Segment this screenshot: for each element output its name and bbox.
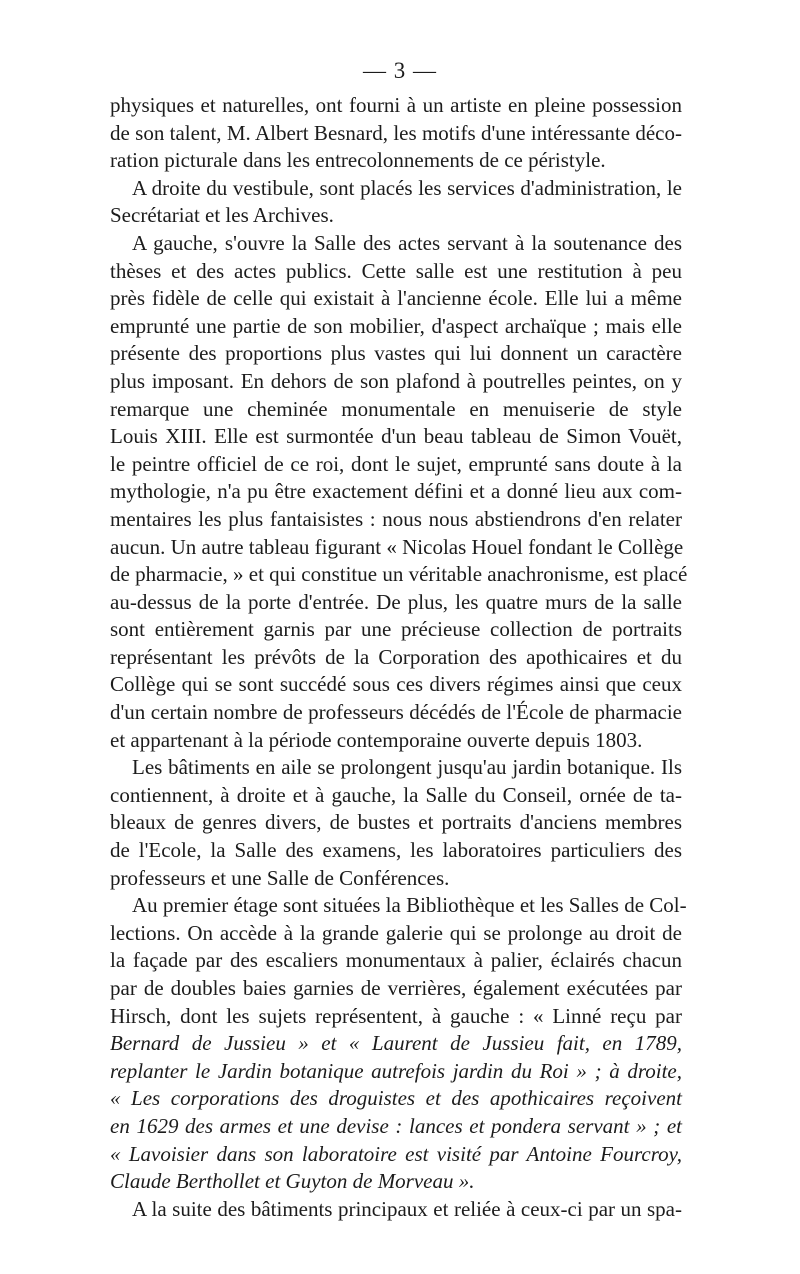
text-line: thèses et des actes publics. Cette salle est une restitution à peu <box>110 258 682 283</box>
text-line: Claude Berthollet et Guyton de Morveau ». <box>110 1169 475 1194</box>
text-line: physiques et naturelles, ont fourni à un artiste en pleine possession <box>110 93 682 117</box>
text-line: de pharmacie, » et qui constitue un véritable anachronisme, est placé <box>110 562 688 587</box>
text-line: Collège qui se sont succédé sous ces divers régimes ainsi que ceux <box>110 672 682 697</box>
text-line: et appartenant à la période contemporaine ouverte depuis 1803. <box>110 727 643 752</box>
text-line: près fidèle de celle qui existait à l'ancienne école. Elle lui a même <box>110 286 682 311</box>
text-line: mentaires les plus fantaisistes : nous nous abstiendrons d'en relater <box>110 506 682 531</box>
text-line: plus imposant. En dehors de son plafond à poutrelles peintes, on y <box>110 368 682 393</box>
text-line: A gauche, s'ouvre la Salle des actes servant à la soutenance des <box>132 230 682 255</box>
text-line: aucun. Un autre tableau figurant « Nicolas Houel fondant le Collège <box>110 534 684 559</box>
body-text <box>110 92 688 1223</box>
text-line: la façade par des escaliers monumentaux à palier, éclairés chacun <box>110 948 682 973</box>
text-line: représentant les prévôts de la Corporation des apothicaires et du <box>110 644 682 669</box>
text-line: Bernard de Jussieu » et « Laurent de Jussieu fait, en 1789, <box>110 1031 682 1056</box>
text-line: bleaux de genres divers, de bustes et portraits d'anciens membres <box>110 810 682 835</box>
text-line: replanter le Jardin botanique autrefois jardin du Roi » ; à droite, <box>110 1058 682 1083</box>
text-line: d'un certain nombre de professeurs décédés de l'École de pharmacie <box>110 700 682 725</box>
text-line: Au premier étage sont situées la Bibliothèque et les Salles de Col- <box>132 893 687 918</box>
text-line: sont entièrement garnis par une précieuse collection de portraits <box>110 617 682 642</box>
text-line: remarque une cheminée monumentale en menuiserie de style <box>110 396 682 421</box>
text-line: « Les corporations des droguistes et des apothicaires reçoivent <box>110 1086 682 1111</box>
page-number: — 3 — <box>363 58 437 83</box>
text-line: le peintre officiel de ce roi, dont le sujet, emprunté sans doute à la <box>110 451 682 476</box>
text-line: en 1629 des armes et une devise : lances et pondera servant » ; et <box>110 1113 682 1138</box>
text-line: mythologie, n'a pu être exactement défini et a donné lieu aux com- <box>110 479 682 504</box>
text-line: de l'Ecole, la Salle des examens, les laboratoires particuliers des <box>110 838 682 863</box>
text-line: « Lavoisier dans son laboratoire est visité par Antoine Fourcroy, <box>110 1141 682 1166</box>
text-line: de son talent, M. Albert Besnard, les motifs d'une intéressante déco- <box>110 120 682 145</box>
text-line: ration picturale dans les entrecolonnements de ce péristyle. <box>110 148 606 173</box>
text-line: lections. On accède à la grande galerie qui se prolonge au droit de <box>110 920 682 945</box>
text-line: Louis XIII. Elle est surmontée d'un beau tableau de Simon Vouët, <box>110 424 682 449</box>
text-line: Les bâtiments en aile se prolongent jusqu'au jardin botanique. Ils <box>132 755 682 780</box>
text-line: par de doubles baies garnies de verrières, également exécutées par <box>110 976 682 1000</box>
text-line: Hirsch, dont les sujets représentent, à gauche : « Linné reçu par <box>110 1003 682 1028</box>
text-line: Secrétariat et les Archives. <box>110 203 334 228</box>
text-line: emprunté une partie de son mobilier, d'aspect archaïque ; mais elle <box>110 313 682 338</box>
text-line: A droite du vestibule, sont placés les services d'administration, le <box>132 175 682 200</box>
text-line: A la suite des bâtiments principaux et reliée à ceux-ci par un spa- <box>132 1196 682 1221</box>
text-line: professeurs et une Salle de Conférences. <box>110 865 450 890</box>
text-line: au-dessus de la porte d'entrée. De plus, les quatre murs de la salle <box>110 589 682 614</box>
text-line: présente des proportions plus vastes qui lui donnent un caractère <box>110 341 682 366</box>
text-line: contiennent, à droite et à gauche, la Salle du Conseil, ornée de ta- <box>110 782 682 807</box>
